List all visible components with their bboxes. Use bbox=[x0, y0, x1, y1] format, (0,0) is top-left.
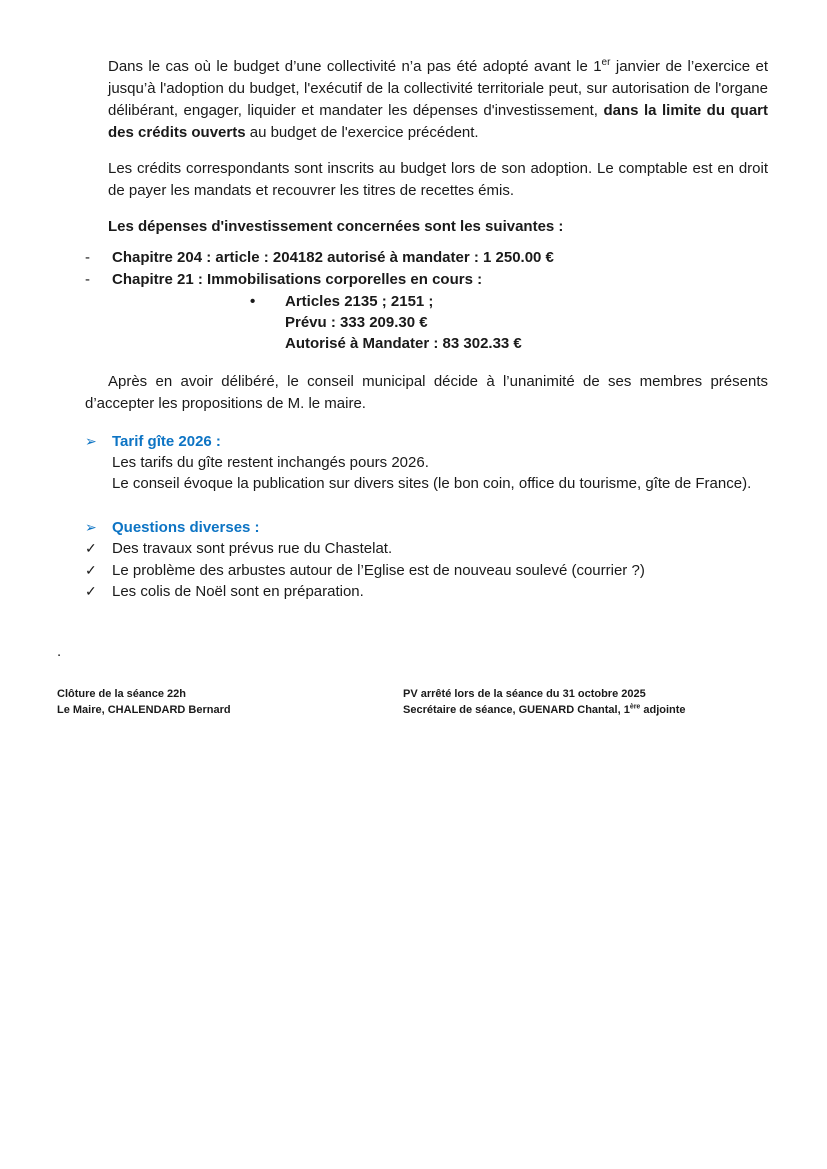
list-item-chapitre-204 bbox=[85, 247, 768, 269]
dash-icon: - bbox=[85, 271, 90, 288]
check-item-text: Des travaux sont prévus rue du Chastelat. bbox=[112, 540, 393, 557]
check-icon: ✓ bbox=[85, 540, 97, 556]
check-item-text: Les colis de Noël sont en préparation. bbox=[112, 583, 364, 600]
document-body bbox=[85, 56, 768, 603]
footer-left-block bbox=[57, 687, 231, 718]
check-list-item-arbustes bbox=[85, 560, 768, 582]
tarif-section-heading bbox=[85, 431, 768, 452]
intro-run2: janvier de l’exercice et jusqu’à l'adoption du budget, l'exécutif de la collectivité territoriale peut, sur autorisation de l'organe délibérant, engager, liquider et mandater les dépenses d'investissement, bbox=[108, 58, 768, 119]
intro-run3: au budget de l'exercice précédent. bbox=[245, 124, 479, 141]
list-item-text: Chapitre 204 : article : 204182 autorisé à mandater : 1 250.00 € bbox=[112, 249, 554, 266]
credits-paragraph: Les crédits correspondants sont inscrits au budget lors de son adoption. Le comptable est en droit de payer les mandats et recouvrer les titres de recettes émis. bbox=[108, 160, 768, 199]
footer-secretary-signature bbox=[403, 703, 686, 719]
sub-bullet-line-prevu: Prévu : 333 209.30 € bbox=[285, 314, 428, 331]
arrow-bullet-icon: ➢ bbox=[85, 433, 97, 449]
check-list-item-travaux bbox=[85, 538, 768, 560]
check-list-item-colis bbox=[85, 581, 768, 603]
intro-bold-run: dans la limite du quart des crédits ouverts bbox=[108, 102, 768, 141]
footer-right-block bbox=[403, 687, 686, 718]
stray-dot: . bbox=[57, 643, 62, 660]
ordinal-superscript: er bbox=[601, 57, 611, 68]
check-icon: ✓ bbox=[85, 583, 97, 599]
dash-icon: - bbox=[85, 249, 90, 266]
secretary-run1: Secrétaire de séance, GUENARD Chantal, 1 bbox=[403, 703, 630, 716]
sub-bullet-block bbox=[85, 291, 768, 354]
footer-pv-date: PV arrêté lors de la séance du 31 octobre 2025 bbox=[403, 688, 646, 700]
intro-run1: Dans le cas où le budget d’une collectivité n’a pas été adopté avant le 1 bbox=[108, 58, 602, 75]
list-item-chapitre-21 bbox=[85, 269, 768, 291]
expenses-list bbox=[85, 247, 768, 291]
check-item-text: Le problème des arbustes autour de l’Eglise est de nouveau soulevé (courrier ?) bbox=[112, 561, 645, 579]
expenses-heading: Les dépenses d'investissement concernées sont les suivantes : bbox=[108, 218, 564, 235]
check-icon: ✓ bbox=[85, 561, 97, 578]
deliberation-paragraph: Après en avoir délibéré, le conseil municipal décide à l’unanimité de ses membres présents d’accepter les propositions de M. le maire. bbox=[85, 373, 768, 412]
bullet-icon: • bbox=[250, 293, 256, 310]
sub-bullet-line-autorise: Autorisé à Mandater : 83 302.33 € bbox=[285, 335, 522, 352]
sub-bullet-lines bbox=[285, 291, 522, 354]
footer-closing-time: Clôture de la séance 22h bbox=[57, 688, 186, 700]
tarif-section-title: Tarif gîte 2026 : bbox=[112, 433, 221, 450]
tarif-line-2: Le conseil évoque la publication sur divers sites (le bon coin, office du tourisme, gîte de France). bbox=[112, 475, 752, 492]
sub-bullet-line-articles: Articles 2135 ; 2151 ; bbox=[285, 293, 434, 310]
ordinal-superscript: ère bbox=[629, 702, 641, 710]
secretary-run2: adjointe bbox=[640, 703, 686, 716]
footer-mayor-signature: Le Maire, CHALENDARD Bernard bbox=[57, 703, 231, 716]
questions-section-title: Questions diverses : bbox=[112, 519, 260, 536]
arrow-bullet-icon: ➢ bbox=[85, 519, 97, 535]
list-item-text: Chapitre 21 : Immobilisations corporelles en cours : bbox=[112, 271, 483, 288]
questions-section-heading bbox=[85, 517, 768, 538]
intro-paragraph bbox=[85, 56, 768, 144]
tarif-line-1: Les tarifs du gîte restent inchangés pours 2026. bbox=[112, 454, 429, 471]
